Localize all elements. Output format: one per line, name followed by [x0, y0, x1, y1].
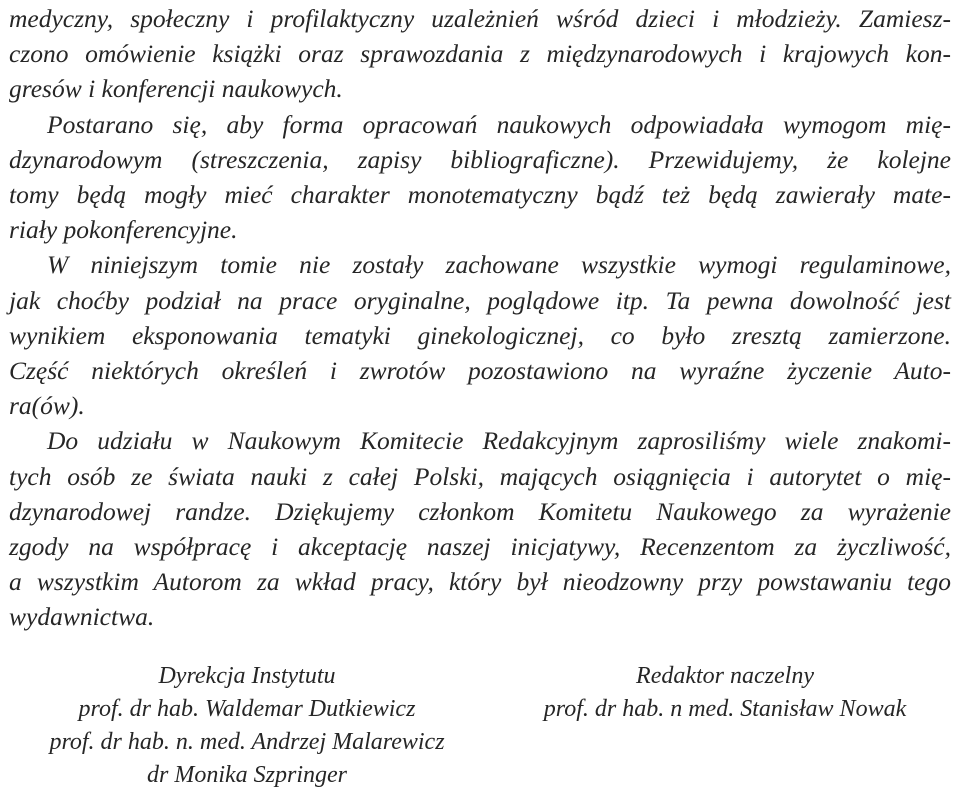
text-line: wydawnictwa. — [9, 602, 155, 632]
text-line: czono omówienie książki oraz sprawozdania z międzynarodowych i krajowych kon- — [9, 39, 951, 69]
text-line: ra(ów). — [9, 391, 85, 421]
text-line: riały pokonferencyjne. — [9, 215, 238, 245]
signature-block-directors — [12, 660, 482, 792]
text-line: medyczny, społeczny i profilaktyczny uzależnień wśród dzieci i młodzieży. Zamiesz- — [9, 4, 951, 33]
text-line: gresów i konferencji naukowych. — [9, 74, 343, 104]
text-line: tomy będą mogły mieć charakter monotematyczny bądź też będą zawierały mate- — [9, 180, 951, 209]
signature-name: prof. dr hab. n med. Stanisław Nowak — [543, 696, 907, 722]
signature-heading: Redaktor naczelny — [636, 663, 814, 689]
text-line: Część niektórych określeń i zwrotów pozostawiono na wyraźne życzenie Auto- — [9, 356, 951, 385]
text-line: Postarano się, aby forma opracowań naukowych odpowiadała wymogom mię- — [47, 109, 951, 139]
text-line: wynikiem eksponowania tematyki ginekologicznej, co było zresztą zamierzone. — [9, 320, 951, 350]
text-line: zgody na współpracę i akceptację naszej inicjatywy, Recenzentom za życzliwość, — [9, 532, 951, 561]
signature-name: prof. dr hab. n. med. Andrzej Malarewicz — [49, 729, 445, 755]
signature-name: dr Monika Szpringer — [147, 762, 347, 788]
signature-heading: Dyrekcja Instytutu — [158, 663, 336, 689]
signature-block-editor — [500, 660, 950, 726]
text-line: W niniejszym tomie nie zostały zachowane wszystkie wymogi regulaminowe, — [47, 250, 951, 280]
text-line: tych osób ze świata nauki z całej Polski, mających osiągnięcia i autorytet o mię- — [9, 461, 951, 491]
text-line: Do udziału w Naukowym Komitecie Redakcyjnym zaprosiliśmy wiele znakomi- — [47, 426, 951, 456]
text-line: dzynarodowym (streszczenia, zapisy bibliograficzne). Przewidujemy, że kolejne — [9, 144, 951, 174]
text-line: dzynarodowej randze. Dziękujemy członkom Komitetu Naukowego za wyrażenie — [9, 496, 951, 526]
text-line: jak choćby podział na prace oryginalne, poglądowe itp. Ta pewna dowolność jest — [9, 285, 951, 315]
text-line: a wszystkim Autorom za wkład pracy, który był nieodzowny przy powstawaniu tego — [9, 567, 951, 597]
signature-name: prof. dr hab. Waldemar Dutkiewicz — [78, 696, 416, 722]
